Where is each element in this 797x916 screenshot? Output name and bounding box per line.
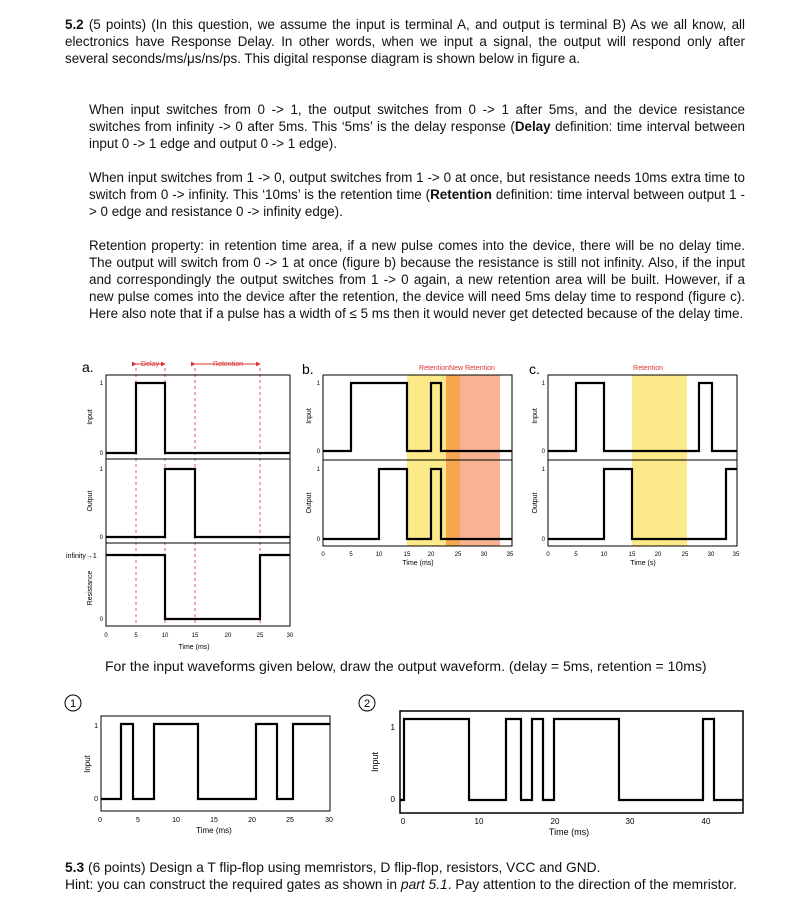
svg-text:1: 1 (316, 467, 320, 473)
svg-text:0: 0 (316, 449, 320, 455)
svg-text:20: 20 (550, 817, 560, 826)
svg-text:0: 0 (94, 796, 98, 803)
problem-2-xlabel: Time (ms) (548, 827, 590, 837)
svg-text:0: 0 (546, 552, 550, 558)
figure-a-xlabel: Time (ms) (178, 644, 210, 651)
delay-annotation: Delay (141, 361, 159, 368)
svg-text:1: 1 (99, 467, 103, 473)
svg-text:0: 0 (99, 617, 103, 623)
problem-2-figure (359, 695, 743, 837)
svg-text:35: 35 (506, 552, 514, 558)
svg-text:25: 25 (454, 552, 462, 558)
problem-1-xticks (98, 817, 333, 824)
figure-a-input-panel (106, 375, 290, 459)
figure-a-ylabel-input: Input (87, 409, 94, 425)
svg-text:30: 30 (480, 552, 488, 558)
svg-text:0: 0 (541, 449, 545, 455)
problem-1-ylabel: Input (83, 755, 92, 773)
figure-a-yticks (100, 381, 104, 623)
problem-1-yticks (94, 723, 98, 803)
delay-term: Delay (514, 119, 551, 134)
figure-c-xticks (546, 552, 740, 558)
svg-text:15: 15 (628, 552, 636, 558)
retention-annotation: Retention (213, 361, 243, 368)
question-5-3-text: (6 points) Design a T flip-flop using memristors, D flip-flop, resistors, VCC and GND. (84, 860, 601, 875)
svg-text:20: 20 (654, 552, 662, 558)
svg-text:40: 40 (701, 817, 711, 826)
figure-b-ylabel-output: Output (306, 492, 313, 514)
problem-2-badge-number: 2 (363, 698, 371, 710)
svg-text:5: 5 (349, 552, 353, 558)
svg-text:0: 0 (316, 537, 320, 543)
figure-a-label: a. (82, 359, 94, 375)
figure-b-yticks (317, 381, 321, 543)
figure-b-ylabel-input: Input (306, 408, 313, 424)
hint-text-a: Hint: you can construct the required gates as shown in (65, 877, 401, 892)
figure-c-label: c. (529, 361, 540, 377)
figure-a-output-wave (106, 469, 290, 537)
svg-text:0: 0 (400, 817, 406, 826)
figure-a (66, 359, 294, 651)
figure-b (302, 361, 514, 567)
figure-b-xlabel: Time (ms) (402, 560, 434, 567)
problem-2-panel (400, 711, 743, 813)
problem-1-badge-number: 1 (69, 698, 77, 710)
problem-2-ylabel: Input (370, 751, 380, 773)
svg-text:30: 30 (707, 552, 715, 558)
svg-text:10: 10 (161, 633, 169, 639)
problem-1-xlabel: Time (ms) (196, 826, 232, 835)
figure-c-ylabel-input: Input (532, 408, 539, 424)
svg-text:0: 0 (98, 817, 102, 824)
svg-text:10: 10 (600, 552, 608, 558)
question-number: 5.2 (65, 17, 84, 32)
figure-a-output-panel (106, 459, 290, 543)
svg-text:1: 1 (541, 381, 545, 387)
hint-text-b: . Pay attention to the direction of the memristor. (447, 877, 737, 892)
figure-a-input-wave (106, 383, 290, 453)
delay-text-a: When input switches from 0 -> 1, the output switches from 0 -> 1 after 5ms, and the device resistance switches from infinity -> 0 after 5ms. This ‘5ms’ is the delay response ( (89, 102, 745, 134)
svg-text:0: 0 (104, 633, 108, 639)
problem-2-yticks (391, 723, 396, 804)
retention-term: Retention (430, 187, 492, 202)
svg-text:1: 1 (390, 723, 395, 732)
question-text: (5 points) (In this question, we assume the input is terminal A, and output is terminal B) As we all know, all electronics have Response Delay. In other words, when we input a signal, the output will respond only after several seconds/ms/μs/ns/ps. This digital response diagram is shown below in figure a. (65, 17, 745, 66)
svg-text:1: 1 (99, 381, 103, 387)
figure-a-xticks (104, 633, 294, 639)
figure-c (529, 361, 740, 567)
svg-text:1: 1 (94, 723, 98, 730)
svg-text:0: 0 (99, 451, 103, 457)
problem-1-figure (65, 695, 333, 835)
svg-text:5: 5 (134, 633, 138, 639)
svg-text:15: 15 (191, 633, 199, 639)
retention-property-text: Retention property: in retention time area, if a new pulse comes into the device, there will be no delay time. The output will switch from 0 -> 1 at once (figure b) because the resistance is still not infinity. Also, if the input and correspondingly the output switches from 1 -> 0 again, a new retention area will be built. However, if a new pulse comes into the device after the retention, the device will need 5ms delay time to respond (figure c). Here also note that if a pulse has a width of ≤ 5 ms then it would never get detected because of the delay time. (89, 238, 745, 321)
svg-text:35: 35 (732, 552, 740, 558)
problem-1-input-wave (101, 724, 330, 799)
figure-a-infinity-label: infinity→1 (66, 553, 97, 560)
problem-1-panel (101, 716, 330, 811)
svg-text:30: 30 (625, 817, 635, 826)
svg-text:0: 0 (541, 537, 545, 543)
svg-text:20: 20 (427, 552, 435, 558)
retention-text-b: definition: time interval between output 1 -> 0 edge and resistance 0 -> infinity edge). (89, 187, 745, 219)
figure-b-retention-label: Retention (419, 365, 449, 372)
svg-text:10: 10 (375, 552, 383, 558)
figure-a-ylabel-resistance: Resistance (87, 570, 94, 606)
delay-text-b: definition: time interval between input 0 -> 1 edge and output 0 -> 1 edge). (89, 119, 745, 151)
instruction-text: For the input waveforms given below, draw the output waveform. (delay = 5ms, retention = 10ms) (105, 658, 707, 674)
svg-text:0: 0 (99, 535, 103, 541)
figure-a-guides (136, 368, 260, 626)
svg-text:25: 25 (256, 633, 264, 639)
problem-2-xticks (401, 817, 711, 826)
retention-text-a: When input switches from 1 -> 0, output switches from 1 -> 0 at once, but resistance needs 10ms extra time to switch from 0 -> infinity. This ‘10ms’ is the retention time ( (89, 170, 745, 202)
svg-text:5: 5 (136, 817, 140, 824)
hint-part-ref: part 5.1 (400, 877, 448, 892)
question-number-5-3: 5.3 (65, 860, 85, 875)
figure-a-ylabel-output: Output (87, 490, 94, 512)
svg-text:30: 30 (286, 633, 294, 639)
figure-a-resistance-wave (106, 555, 290, 619)
figure-c-ylabel-output: Output (532, 492, 539, 514)
svg-text:5: 5 (574, 552, 578, 558)
svg-text:0: 0 (390, 795, 395, 804)
figure-c-retention-label: Retention (633, 365, 663, 372)
svg-text:10: 10 (474, 817, 484, 826)
svg-text:15: 15 (403, 552, 411, 558)
svg-text:0: 0 (321, 552, 325, 558)
svg-text:25: 25 (681, 552, 689, 558)
figure-b-xticks (321, 552, 514, 558)
svg-text:20: 20 (248, 817, 256, 824)
svg-text:25: 25 (286, 817, 294, 824)
svg-text:20: 20 (224, 633, 232, 639)
svg-text:15: 15 (210, 817, 218, 824)
svg-text:1: 1 (541, 467, 545, 473)
figure-c-yticks (542, 381, 546, 543)
svg-text:1: 1 (316, 381, 320, 387)
svg-text:30: 30 (325, 817, 333, 824)
figure-b-label: b. (302, 361, 314, 377)
figure-b-new-retention-label: New Retention (449, 365, 495, 372)
svg-text:10: 10 (172, 817, 180, 824)
problem-2-input-wave (400, 719, 743, 800)
figure-c-xlabel: Time (s) (630, 560, 656, 567)
